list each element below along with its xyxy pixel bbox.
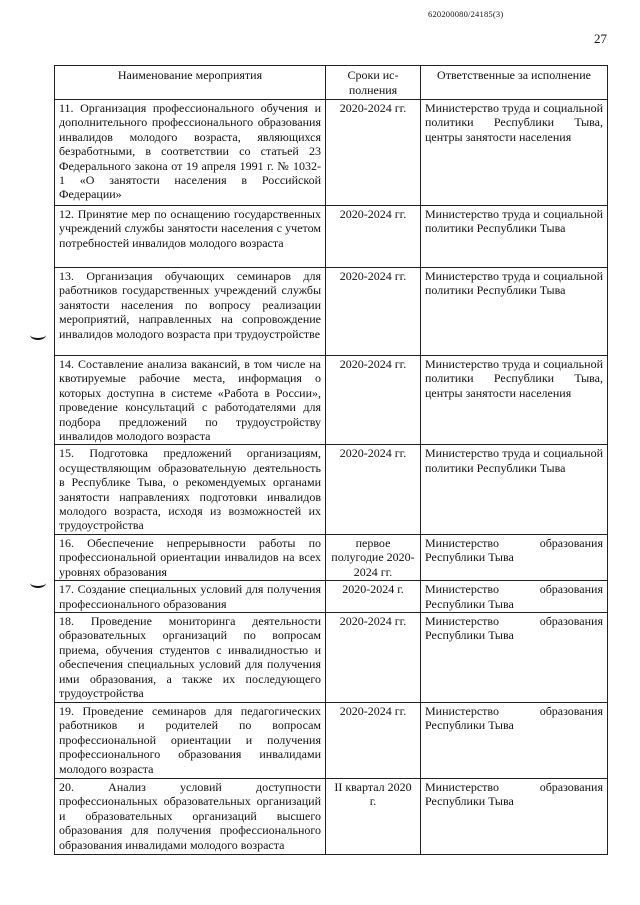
- activity-cell: 15. Подготовка предложений организациям, осуществляющим образовательную деятельность в Республике Тыва, о рекомендуемых органами занятости направлениях подготовки инвалидов молодого возраста, исходя из возможностей их трудоустройства: [55, 445, 326, 534]
- activity-cell: 14. Составление анализа вакансий, в том числе на квотируемые рабочие места, информация о которых доступна в системе «Работа в России», проведение консультаций с работодателями для подбора предложений по трудоустройству инвалидов молодого возраста: [55, 356, 326, 445]
- table-row: [55, 778, 608, 854]
- activity-cell: 19. Проведение семинаров для педагогических работников и родителей по вопросам профессиональной ориентации и получения профессионального образования инвалидами молодого возраста: [55, 702, 326, 778]
- header-activity: Наименование мероприятия: [55, 66, 326, 100]
- responsible-cell: Министерство труда и социальной политики Республики Тыва: [421, 268, 608, 356]
- activity-cell: 18. Проведение мониторинга деятельности образовательных организаций по вопросам приема, обучения студентов с инвалидностью и обеспечения специальных условий для получения ими образования, а также их последующего трудоустройства: [55, 612, 326, 702]
- page-number: 27: [594, 31, 607, 46]
- activity-cell: 12. Принятие мер по оснащению государственных учреждений службы занятости населения с учетом потребностей инвалидов молодого возраста: [55, 206, 326, 268]
- deadline-cell: 2020-2024 гг.: [326, 100, 421, 206]
- activity-cell: 20. Анализ условий доступности профессиональных образовательных организаций и образовательных организаций высшего образования для получения профессионального образования инвалидами молодого возраста: [55, 778, 326, 854]
- responsible-cell: Министерство образования Республики Тыва: [421, 778, 608, 854]
- activity-cell: 13. Организация обучающих семинаров для работников государственных учреждений службы занятости населения по вопросу реализации мероприятий, направленных на сопровождение инвалидов молодого возраста при трудоустройстве: [55, 268, 326, 356]
- table-row: [55, 612, 608, 702]
- table-row: [55, 268, 608, 356]
- margin-mark: [30, 330, 46, 340]
- deadline-cell: 2020-2024 гг.: [326, 445, 421, 534]
- deadline-cell: 2020-2024 гг.: [326, 612, 421, 702]
- deadline-cell: 2020-2024 гг.: [326, 268, 421, 356]
- responsible-cell: Министерство труда и социальной политики Республики Тыва, центры занятости населения: [421, 100, 608, 206]
- table-header-row: [55, 66, 608, 100]
- table-row: [55, 206, 608, 268]
- responsible-cell: Министерство труда и социальной политики Республики Тыва, центры занятости населения: [421, 356, 608, 445]
- deadline-cell: первое полугодие 2020-2024 гг.: [326, 534, 421, 580]
- table-row: [55, 100, 608, 206]
- responsible-cell: Министерство труда и социальной политики Республики Тыва: [421, 206, 608, 268]
- table-row: [55, 445, 608, 534]
- margin-mark: [30, 578, 46, 588]
- activity-cell: 16. Обеспечение непрерывности работы по профессиональной ориентации инвалидов на всех уровнях образования: [55, 534, 326, 580]
- responsible-cell: Министерство образования Республики Тыва: [421, 702, 608, 778]
- header-deadline: Сроки ис- полнения: [326, 66, 421, 100]
- deadline-cell: 2020-2024 гг.: [326, 206, 421, 268]
- table-row: [55, 702, 608, 778]
- deadline-cell: 2020-2024 гг.: [326, 356, 421, 445]
- responsible-cell: Министерство труда и социальной политики Республики Тыва: [421, 445, 608, 534]
- deadline-cell: 2020-2024 гг.: [326, 702, 421, 778]
- deadline-cell: 2020-2024 г.: [326, 581, 421, 613]
- header-responsible: Ответственные за исполнение: [421, 66, 608, 100]
- activity-cell: 11. Организация профессионального обучения и дополнительного профессионального образования инвалидов молодого возраста, являющихся безработными, в соответствии со статьей 23 Федерального закона от 19 апреля 1991 г. № 1032-1 «О занятости населения в Российской Федерации»: [55, 100, 326, 206]
- measures-table: [54, 65, 608, 855]
- deadline-cell: II квартал 2020 г.: [326, 778, 421, 854]
- table-row: [55, 356, 608, 445]
- responsible-cell: Министерство образования Республики Тыва: [421, 581, 608, 613]
- document-code: 620200080/24185(3): [428, 9, 504, 19]
- activity-cell: 17. Создание специальных условий для получения профессионального образования: [55, 581, 326, 613]
- table-row: [55, 534, 608, 580]
- table-row: [55, 581, 608, 613]
- responsible-cell: Министерство образования Республики Тыва: [421, 612, 608, 702]
- responsible-cell: Министерство образования Республики Тыва: [421, 534, 608, 580]
